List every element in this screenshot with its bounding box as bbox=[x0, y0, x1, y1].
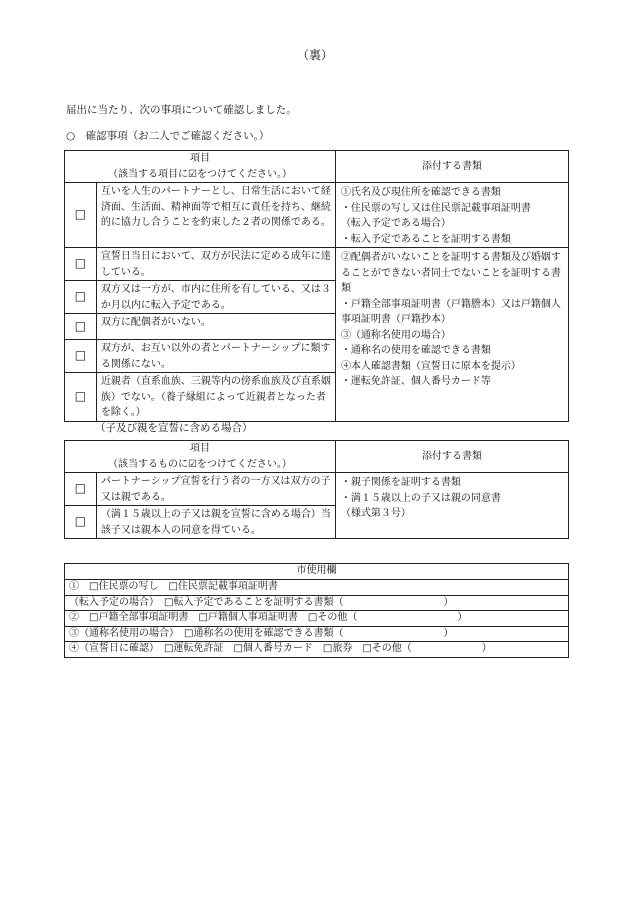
docs-line: ・戸籍全部事項証明書（戸籍謄本）又は戸籍個人事項証明書（戸籍抄本） bbox=[340, 298, 561, 325]
child-section-caption: （子及び親を宣誓に含める場合） bbox=[95, 422, 253, 434]
docs-line: ・転入予定であることを証明する書類 bbox=[340, 233, 511, 245]
child-item-header-title: 項目 bbox=[189, 443, 210, 454]
docs-line: ③（通称名使用の場合） bbox=[340, 329, 451, 341]
confirm-heading: ○ 確認事項（お二人でご確認ください。） bbox=[66, 130, 270, 142]
child-table bbox=[64, 440, 569, 539]
condition-partnership: 互いを人生のパートナーとし、日常生活において経済面、生活面、精神面等で相互に責任を持ち、継続的に協力し合うことを約束した２者の関係である。 bbox=[96, 183, 335, 248]
docs-group-address bbox=[335, 183, 568, 248]
docs-line: ・通称名の使用を確認できる書類 bbox=[340, 345, 491, 356]
checkbox-residence[interactable]: □ bbox=[65, 281, 97, 314]
docs-header: 添付する書類 bbox=[335, 151, 568, 183]
city-use-row-residence: ① □住民票の写し □住民票記載事項証明書 bbox=[65, 580, 569, 596]
checkbox-child-relation[interactable]: □ bbox=[65, 473, 97, 506]
condition-not-relatives: 近親者（直系血族、三親等内の傍系血族及び直系姻族）でない。（養子縁組によって近親者となった者を除く。） bbox=[96, 373, 335, 422]
docs-line: ④本人確認書類（宣誓日に原本を提示） bbox=[340, 360, 521, 372]
item-header bbox=[65, 151, 336, 183]
condition-child-consent: （満１５歳以上の子又は親を宣誓に含める場合）当該子又は親本人の同意を得ている。 bbox=[96, 506, 335, 539]
page-title: （裏） bbox=[296, 48, 333, 62]
docs-line: （様式第３号） bbox=[340, 508, 411, 519]
child-item-header-instruction: （該当するものに☑をつけてください。） bbox=[107, 458, 292, 470]
city-use-row-family-register: ② □戸籍全部事項証明書 □戸籍個人事項証明書 □その他（ ） bbox=[65, 611, 569, 627]
checkbox-not-relatives[interactable]: □ bbox=[65, 373, 97, 422]
city-use-row-alias: ③（通称名使用の場合） □通称名の使用を確認できる書類（ ） bbox=[65, 626, 569, 642]
condition-residence: 双方又は一方が、市内に住所を有している、又は３か月以内に転入予定である。 bbox=[96, 281, 335, 314]
condition-no-other-partner: 双方が、お互い以外の者とパートナーシップに類する関係にない。 bbox=[96, 340, 335, 373]
item-header-title: 項目 bbox=[189, 153, 210, 164]
docs-line: ・住民票の写し又は住民票記載事項証明書 bbox=[340, 202, 531, 214]
checkbox-no-other-partner[interactable]: □ bbox=[65, 340, 97, 373]
child-docs-header: 添付する書類 bbox=[335, 441, 568, 473]
city-use-table bbox=[64, 563, 569, 658]
city-use-title: 市使用欄 bbox=[65, 564, 569, 580]
docs-group-marital bbox=[335, 248, 568, 422]
docs-line: （転入予定である場合） bbox=[340, 218, 451, 229]
docs-line: ・満１５歳以上の子又は親の同意書 bbox=[340, 492, 501, 504]
condition-child-relation: パートナーシップ宣誓を行う者の一方又は双方の子又は親である。 bbox=[96, 473, 335, 506]
docs-line: ②配偶者がいないことを証明する書類及び婚姻することができない者同士でないことを証明する書類 bbox=[340, 252, 561, 294]
confirmation-table bbox=[64, 150, 569, 422]
checkbox-adult[interactable]: □ bbox=[65, 248, 97, 281]
city-use-row-identity: ④（宣誓日に確認） □運転免許証 □個人番号カード □旅券 □その他（ ） bbox=[65, 642, 569, 658]
docs-line: ・運転免許証、個人番号カード等 bbox=[340, 376, 491, 387]
child-item-header bbox=[65, 441, 336, 473]
condition-adult: 宣誓日当日において、双方が民法に定める成年に達している。 bbox=[96, 248, 335, 281]
condition-no-spouse: 双方に配偶者がいない。 bbox=[96, 314, 335, 340]
docs-line: ①氏名及び現住所を確認できる書類 bbox=[340, 187, 501, 198]
item-header-instruction: （該当する項目に☑をつけてください。） bbox=[107, 168, 292, 180]
intro-text: 届出に当たり、次の事項について確認しました。 bbox=[66, 104, 297, 116]
checkbox-no-spouse[interactable]: □ bbox=[65, 314, 97, 340]
docs-line: ・親子関係を証明する書類 bbox=[340, 477, 461, 488]
checkbox-child-consent[interactable]: □ bbox=[65, 506, 97, 539]
city-use-row-moving-in: （転入予定の場合） □転入予定であることを証明する書類（ ） bbox=[65, 595, 569, 611]
checkbox-partnership[interactable]: □ bbox=[65, 183, 97, 248]
child-docs bbox=[335, 473, 568, 539]
